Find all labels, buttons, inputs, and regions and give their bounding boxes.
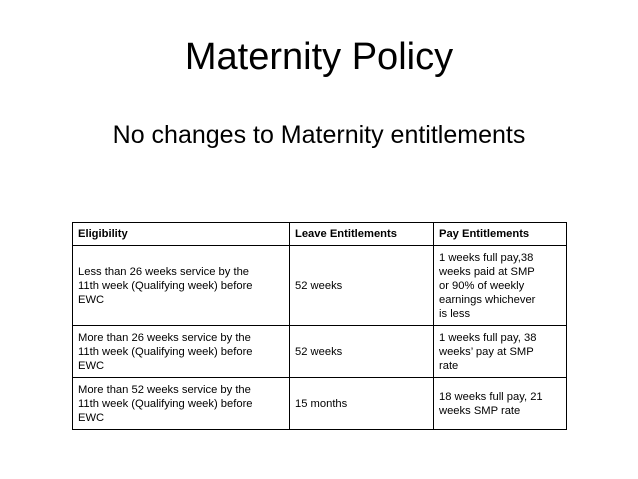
leave-cell xyxy=(290,378,434,430)
maternity-entitlements-table xyxy=(72,222,567,430)
leave-text: 52 weeks xyxy=(295,279,343,292)
leave-cell xyxy=(290,326,434,378)
header-pay-entitlements: Pay Entitlements xyxy=(434,223,567,246)
eligibility-cell xyxy=(73,378,290,430)
eligibility-text: More than 52 weeks service by the 11th week (Qualifying week) before EWC xyxy=(78,383,253,424)
pay-cell xyxy=(434,326,567,378)
pay-text: 18 weeks full pay, 21 weeks SMP rate xyxy=(439,390,543,417)
pay-text: 1 weeks full pay, 38 weeks’ pay at SMP rate xyxy=(439,331,537,372)
slide-subtitle: No changes to Maternity entitlements xyxy=(112,121,526,149)
table-header-row xyxy=(73,223,567,246)
pay-cell xyxy=(434,246,567,326)
eligibility-cell xyxy=(73,246,290,326)
table-row xyxy=(73,326,567,378)
eligibility-text: More than 26 weeks service by the 11th week (Qualifying week) before EWC xyxy=(78,331,253,372)
eligibility-text: Less than 26 weeks service by the 11th week (Qualifying week) before EWC xyxy=(78,265,253,306)
pay-text: 1 weeks full pay,38 weeks paid at SMP or 90% of weekly earnings whichever is less xyxy=(439,251,536,320)
leave-cell xyxy=(290,246,434,326)
header-eligibility: Eligibility xyxy=(73,223,290,246)
table-row xyxy=(73,378,567,430)
slide-title: Maternity Policy xyxy=(184,36,454,78)
pay-cell xyxy=(434,378,567,430)
eligibility-cell xyxy=(73,326,290,378)
table-row xyxy=(73,246,567,326)
header-leave-entitlements: Leave Entitlements xyxy=(290,223,434,246)
leave-text: 52 weeks xyxy=(295,345,343,358)
leave-text: 15 months xyxy=(295,397,348,410)
